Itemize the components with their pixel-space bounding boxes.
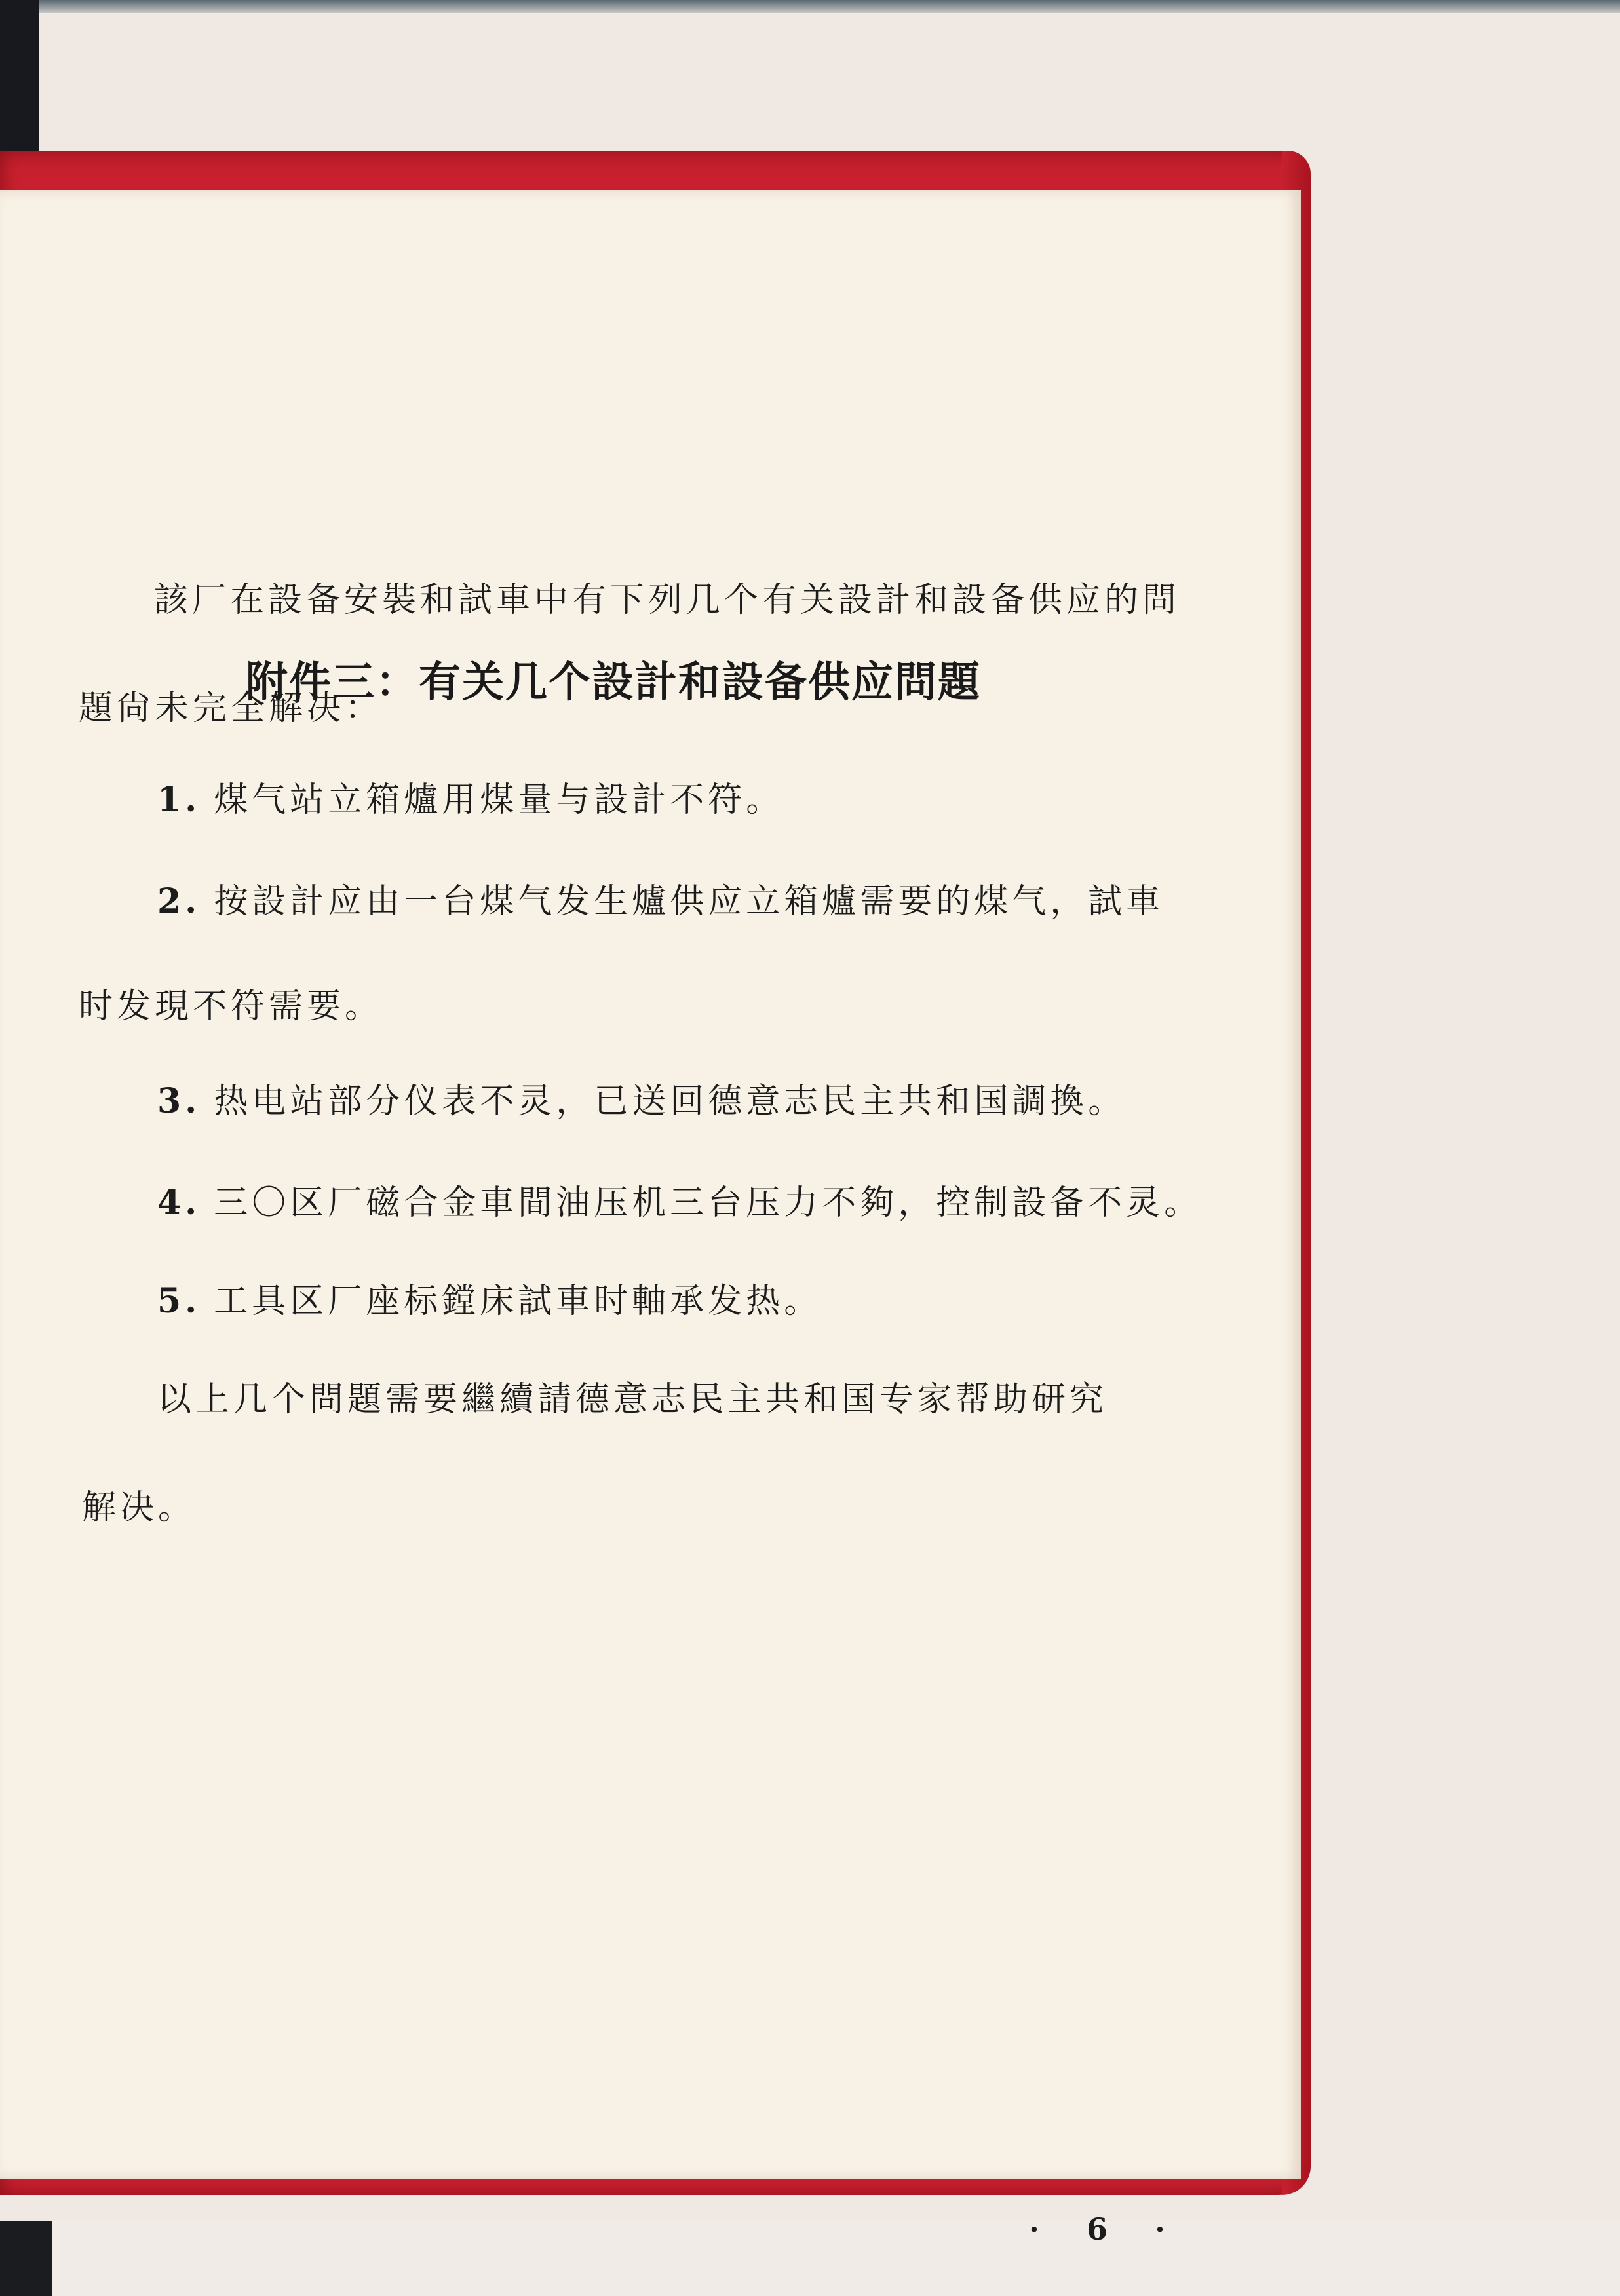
list-item-number: 4. <box>157 1183 201 1223</box>
document-title: 附件三：有关几个設計和設备供应問題 <box>246 658 981 707</box>
closing-paragraph-line-1: 以上几个問題需要繼續請德意志民主共和国专家帮助研究 <box>157 1380 1108 1419</box>
list-item-number: 2. <box>157 881 201 921</box>
list-item-3 <box>157 1081 1127 1121</box>
intro-paragraph-line-2: 題尙未完全解决： <box>79 689 383 728</box>
list-item-1 <box>157 780 784 820</box>
scan-top-edge <box>39 0 1620 13</box>
page-number: · 6 · <box>1029 2211 1184 2247</box>
list-item-text: 热电站部分仪表不灵，已送回德意志民主共和国調換。 <box>214 1082 1127 1121</box>
list-item-text: 按設計应由一台煤气发生爐供应立箱爐需要的煤气，試車 <box>214 882 1165 921</box>
document-page <box>0 190 1301 2247</box>
closing-paragraph-line-2: 解决。 <box>82 1488 197 1527</box>
list-item-2 <box>157 881 1165 921</box>
list-item-text: 工具区厂座标鏜床試車时軸承发热。 <box>214 1282 822 1321</box>
list-item-number: 5. <box>157 1281 201 1321</box>
scan-left-edge-bottom <box>0 2221 52 2296</box>
intro-paragraph-line-1: 該厂在設备安裝和試車中有下列几个有关設計和設备供应的問 <box>154 581 1181 620</box>
list-item-2-continuation: 时发現不符需要。 <box>79 987 383 1026</box>
list-item-text: 煤气站立箱爐用煤量与設計不符。 <box>214 780 784 820</box>
list-item-text: 三〇区厂磁合金車間油压机三台压力不夠，控制設备不灵。 <box>214 1183 1203 1223</box>
list-item-4 <box>157 1183 1203 1223</box>
scan-backdrop <box>52 2221 1620 2296</box>
list-item-number: 1. <box>157 780 201 820</box>
list-item-5 <box>157 1281 822 1321</box>
list-item-number: 3. <box>157 1081 201 1121</box>
